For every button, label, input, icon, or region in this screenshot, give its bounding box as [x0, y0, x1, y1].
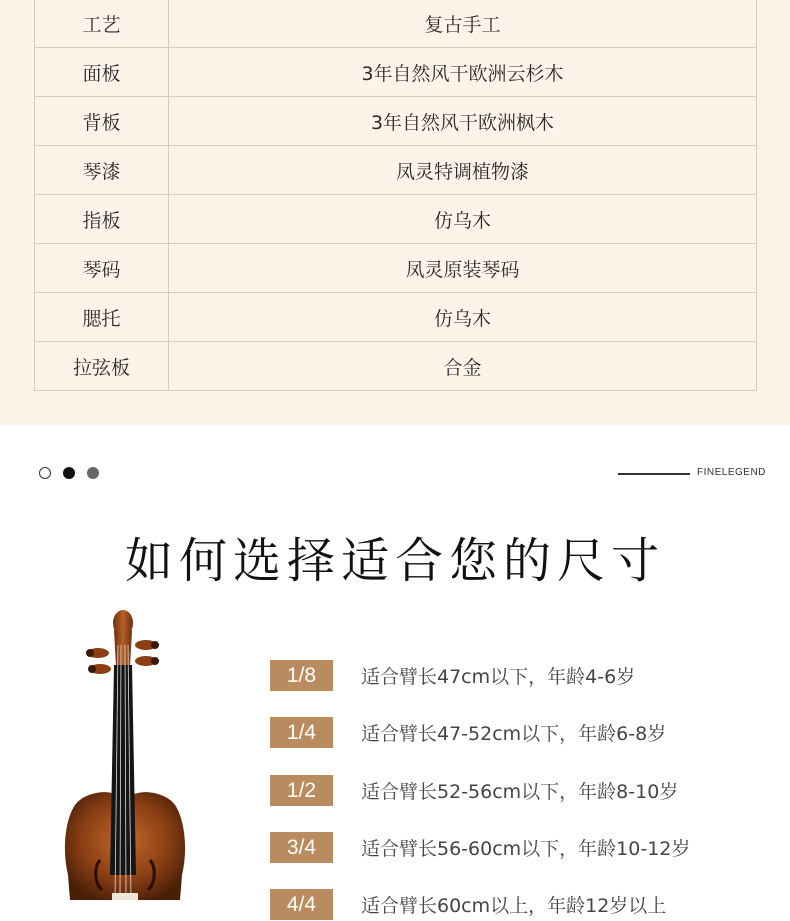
spec-label: 面板	[35, 48, 169, 96]
spec-row	[35, 145, 756, 194]
spec-row	[35, 0, 756, 47]
spec-value: 合金	[443, 356, 482, 379]
spec-row	[35, 243, 756, 292]
brand-name: FINELEGEND	[697, 467, 766, 478]
size-badge: 1/2	[270, 775, 333, 806]
spec-value: 复古手工	[424, 14, 501, 36]
size-item	[270, 716, 666, 749]
spec-value: 仿乌木	[433, 307, 491, 330]
spec-row	[35, 194, 756, 243]
carousel-dot[interactable]	[39, 467, 51, 479]
size-description: 适合臂长47-52cm以下，年龄6-8岁	[361, 723, 667, 745]
section-heading: 如何选择适合您的尺寸	[124, 533, 665, 589]
spec-label: 背板	[35, 97, 169, 145]
spec-row	[35, 292, 756, 341]
size-item	[270, 774, 678, 807]
size-item	[270, 888, 666, 921]
spec-label: 琴码	[35, 244, 169, 292]
carousel-dot[interactable]	[87, 467, 99, 479]
spec-label: 琴漆	[35, 146, 169, 194]
size-description: 适合臂长56-60cm以下，年龄10-12岁	[361, 838, 691, 860]
size-badge: 3/4	[270, 832, 333, 863]
size-item	[270, 831, 690, 864]
carousel-dot-active[interactable]	[63, 467, 75, 479]
size-item	[270, 659, 635, 692]
spec-value: 3年自然风干欧洲云杉木	[361, 62, 564, 85]
spec-label: 拉弦板	[35, 342, 169, 390]
spec-row	[35, 47, 756, 96]
size-description: 适合臂长47cm以下，年龄4-6岁	[361, 666, 636, 688]
spec-value: 凤灵特调植物漆	[395, 160, 529, 183]
size-badge: 1/4	[270, 717, 333, 748]
size-badge: 4/4	[270, 889, 333, 920]
size-badge: 1/8	[270, 660, 333, 691]
spec-row	[35, 341, 756, 390]
brand-divider	[618, 473, 690, 475]
spec-value: 3年自然风干欧洲枫木	[370, 111, 555, 134]
size-description: 适合臂长52-56cm以下，年龄8-10岁	[361, 781, 679, 803]
carousel-dots	[39, 467, 99, 479]
size-description: 适合臂长60cm以上，年龄12岁以上	[361, 895, 667, 917]
violin-image	[50, 605, 200, 900]
spec-label: 工艺	[35, 0, 169, 47]
spec-label: 腮托	[35, 293, 169, 341]
spec-table	[34, 0, 757, 391]
spec-value: 凤灵原装琴码	[405, 258, 520, 281]
spec-row	[35, 96, 756, 145]
spec-value: 仿乌木	[433, 209, 491, 232]
spec-section	[0, 0, 790, 425]
spec-label: 指板	[35, 195, 169, 243]
